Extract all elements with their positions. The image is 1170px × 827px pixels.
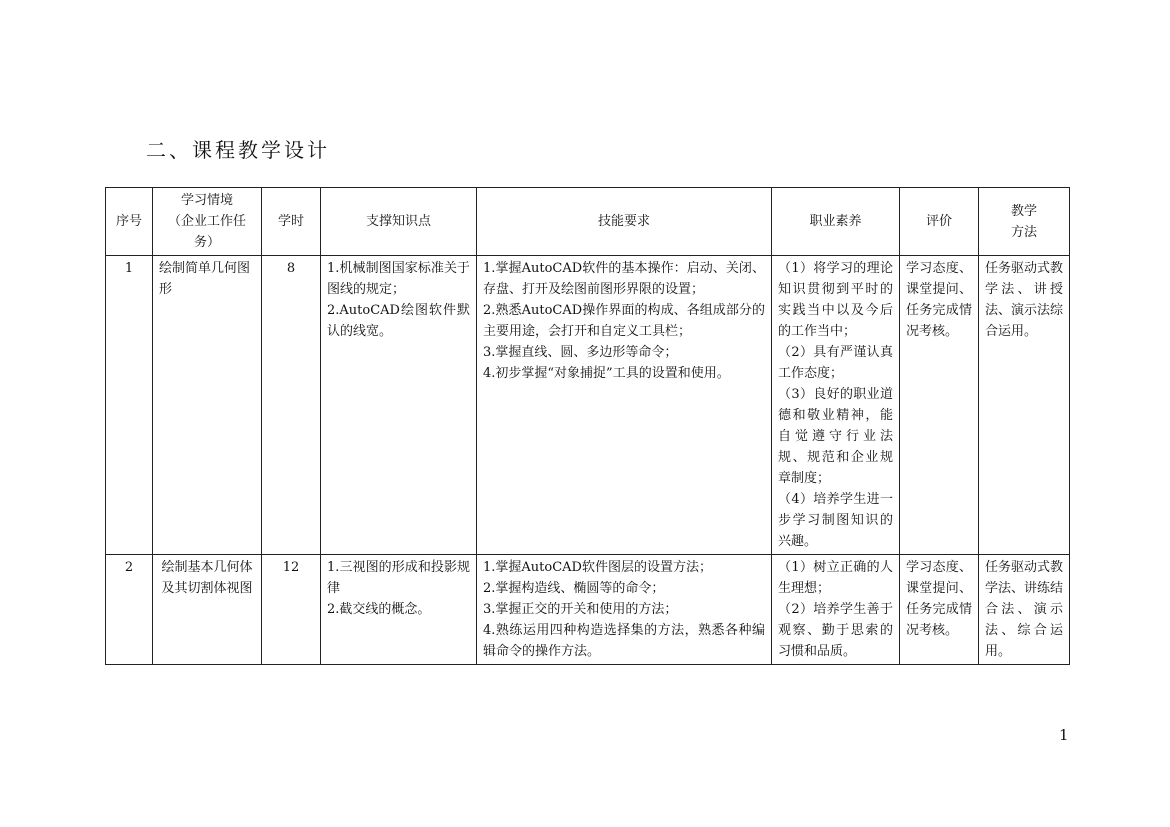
row-method: 任务驱动式教学法、讲练结合法、演示法、综合运用。 <box>979 555 1070 665</box>
row-skills <box>477 555 772 665</box>
quality-item: （3）良好的职业道德和敬业精神，能自觉遵守行业法规、规范和企业规章制度； <box>778 387 893 486</box>
row-knowledge <box>321 256 477 555</box>
knowledge-item: 1.三视图的形成和投影规律 <box>327 560 470 596</box>
header-situation-line: 学习情境 <box>180 193 233 208</box>
quality-item: （4）培养学生进一步学习制图知识的兴趣。 <box>778 492 893 549</box>
quality-item: （1）树立正确的人生理想； <box>778 560 893 596</box>
skill-item: 2.掌握构造线、椭圆等的命令； <box>483 581 665 596</box>
skill-item: 1.掌握AutoCAD软件图层的设置方法； <box>483 560 712 575</box>
header-seq: 序号 <box>106 188 153 256</box>
knowledge-item: 2.AutoCAD绘图软件默认的线宽。 <box>327 303 470 339</box>
knowledge-item: 2.截交线的概念。 <box>327 602 431 617</box>
row-knowledge <box>321 555 477 665</box>
header-situation <box>153 188 262 256</box>
row-situation: 绘制简单几何图形 <box>153 256 262 555</box>
skill-item: 3.掌握直线、圆、多边形等命令； <box>483 345 678 360</box>
row-situation: 绘制基本几何体及其切割体视图 <box>153 555 262 665</box>
table-header-row <box>106 188 1070 256</box>
page-number: 1 <box>1059 726 1069 744</box>
header-situation-line: 务） <box>193 235 220 250</box>
skill-item: 4.熟练运用四种构造选择集的方法，熟悉各种编辑命令的操作方法。 <box>483 623 765 659</box>
header-method <box>979 188 1070 256</box>
header-method-line: 方法 <box>1010 224 1037 240</box>
row-hours: 8 <box>262 256 321 555</box>
row-quality <box>772 256 900 555</box>
row-seq: 2 <box>106 555 153 665</box>
quality-item: （2）具有严谨认真工作态度； <box>778 345 893 381</box>
header-knowledge: 支撑知识点 <box>321 188 477 256</box>
header-hours: 学时 <box>262 188 321 256</box>
quality-item: （1）将学习的理论知识贯彻到平时的实践当中以及今后的工作当中； <box>778 261 893 339</box>
section-title: 二、课程教学设计 <box>146 138 330 162</box>
header-quality: 职业素养 <box>772 188 900 256</box>
table-row <box>106 555 1070 665</box>
skill-item: 3.掌握正交的开关和使用的方法； <box>483 602 678 617</box>
course-design-table <box>105 187 1070 665</box>
header-evaluation: 评价 <box>900 188 979 256</box>
row-evaluation: 学习态度、课堂提问、任务完成情况考核。 <box>900 555 979 665</box>
quality-item: （2）培养学生善于观察、勤于思索的习惯和品质。 <box>778 602 893 659</box>
header-method-line: 教学 <box>1010 203 1037 219</box>
skill-item: 1.掌握AutoCAD软件的基本操作：启动、关闭、存盘、打开及绘图前图形界限的设置； <box>483 261 765 297</box>
header-situation-line: （企业工作任 <box>167 214 246 229</box>
row-skills <box>477 256 772 555</box>
row-evaluation: 学习态度、课堂提问、任务完成情况考核。 <box>900 256 979 555</box>
row-method: 任务驱动式教学法、讲授法、演示法综合运用。 <box>979 256 1070 555</box>
knowledge-item: 1.机械制图国家标准关于图线的规定； <box>327 261 470 297</box>
row-hours: 12 <box>262 555 321 665</box>
header-skills: 技能要求 <box>477 188 772 256</box>
row-seq: 1 <box>106 256 153 555</box>
skill-item: 2.熟悉AutoCAD操作界面的构成、各组成部分的主要用途，会打开和自定义工具栏； <box>483 303 765 339</box>
skill-item: 4.初步掌握“对象捕捉”工具的设置和使用。 <box>483 366 730 381</box>
table-row <box>106 256 1070 555</box>
row-quality <box>772 555 900 665</box>
